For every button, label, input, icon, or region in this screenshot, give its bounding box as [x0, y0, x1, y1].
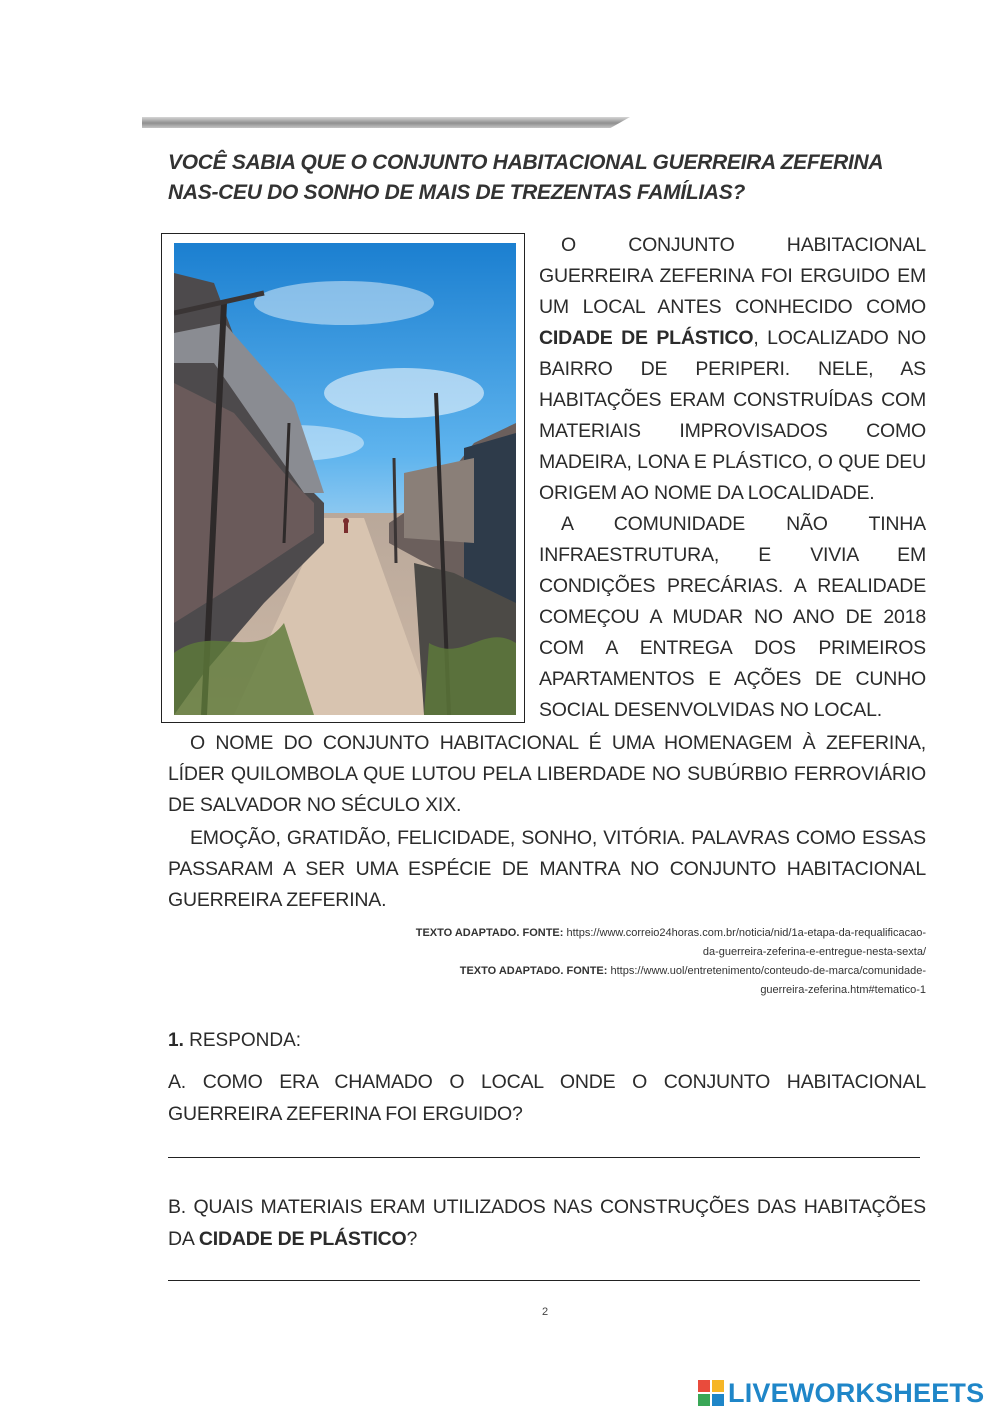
liveworksheets-logo-icon: [698, 1380, 724, 1406]
page-number: 2: [542, 1306, 549, 1318]
answer-line-b[interactable]: [168, 1280, 920, 1281]
paragraph-1-text-a: O CONJUNTO HABITACIONAL GUERREIRA ZEFERINA FOI ERGUIDO EM UM LOCAL ANTES CONHECIDO COMO: [539, 234, 926, 318]
source-1-label: TEXTO ADAPTADO. FONTE:: [415, 927, 564, 939]
paragraph-4: EMOÇÃO, GRATIDÃO, FELICIDADE, SONHO, VITÓRIA. PALAVRAS COMO ESSAS PASSARAM A SER UMA ESPÉCIE DE MANTRA NO CONJUNTO HABITACIONAL GUERREIRA ZEFERINA.: [168, 827, 926, 911]
brand-name: LIVEWORKSHEETS: [728, 1377, 985, 1408]
exercise-instruction: RESPONDA:: [189, 1030, 302, 1051]
paragraph-2: A COMUNIDADE NÃO TINHA INFRAESTRUTURA, E VIVIA EM CONDIÇÕES PRECÁRIAS. A REALIDADE COMEÇOU A MUDAR NO ANO DE 2018 COM A ENTREGA DOS PRIMEIROS APARTAMENTOS E AÇÕES DE CUNHO SOCIAL DESENVOLVIDAS NO LOCAL.: [539, 513, 926, 721]
header-rule: [142, 117, 630, 128]
source-2-url-line-1[interactable]: https://www.uol/entretenimento/conteudo-de-marca/comunidade-: [610, 965, 926, 977]
source-1: [306, 924, 926, 962]
answer-line-a[interactable]: [168, 1157, 920, 1158]
source-1-url-line-2[interactable]: da-guerreira-zeferina-e-entregue-nesta-sexta/: [702, 946, 926, 958]
photo-frame: [161, 233, 525, 723]
question-b: [168, 1191, 926, 1255]
sources: [306, 924, 926, 1000]
street-photo-icon: [174, 243, 516, 715]
exercise-heading: [168, 1030, 301, 1052]
brand-footer[interactable]: [698, 1378, 984, 1408]
page-title: VOCÊ SABIA QUE O CONJUNTO HABITACIONAL GUERREIRA ZEFERINA NAS-CEU DO SONHO DE MAIS DE TREZENTAS FAMÍLIAS?: [168, 151, 883, 204]
question-b-highlight: CIDADE DE PLÁSTICO: [198, 1228, 407, 1250]
paragraph-1-text-b: , LOCALIZADO NO BAIRRO DE PERIPERI. NELE, AS HABITAÇÕES ERAM CONSTRUÍDAS COM MATERIAIS IMPROVISADOS COMO MADEIRA, LONA E PLÁSTICO, O QUE DEU ORIGEM AO NOME DA LOCALIDADE.: [539, 327, 926, 504]
source-2: [306, 962, 926, 1000]
paragraph-3: O NOME DO CONJUNTO HABITACIONAL É UMA HOMENAGEM À ZEFERINA, LÍDER QUILOMBOLA QUE LUTOU PELA LIBERDADE NO SUBÚRBIO FERROVIÁRIO DE SALVADOR NO SÉCULO XIX.: [168, 732, 926, 816]
source-2-url-line-2[interactable]: guerreira-zeferina.htm#tematico-1: [760, 984, 926, 996]
paragraph-1: [539, 230, 926, 509]
source-2-label: TEXTO ADAPTADO. FONTE:: [459, 965, 608, 977]
exercise-number: 1.: [168, 1030, 184, 1051]
question-a: A. COMO ERA CHAMADO O LOCAL ONDE O CONJUNTO HABITACIONAL GUERREIRA ZEFERINA FOI ERGUIDO?: [168, 1071, 926, 1125]
question-b-text-post: ?: [406, 1228, 418, 1250]
source-1-url-line-1[interactable]: https://www.correio24horas.com.br/noticia/nid/1a-etapa-da-requalificacao-: [566, 927, 926, 939]
question-b-text-pre: B. QUAIS MATERIAIS ERAM UTILIZADOS NAS CONSTRUÇÕES DAS HABITAÇÕES DA: [168, 1196, 926, 1250]
paragraph-1-highlight: CIDADE DE PLÁSTICO: [539, 327, 754, 349]
